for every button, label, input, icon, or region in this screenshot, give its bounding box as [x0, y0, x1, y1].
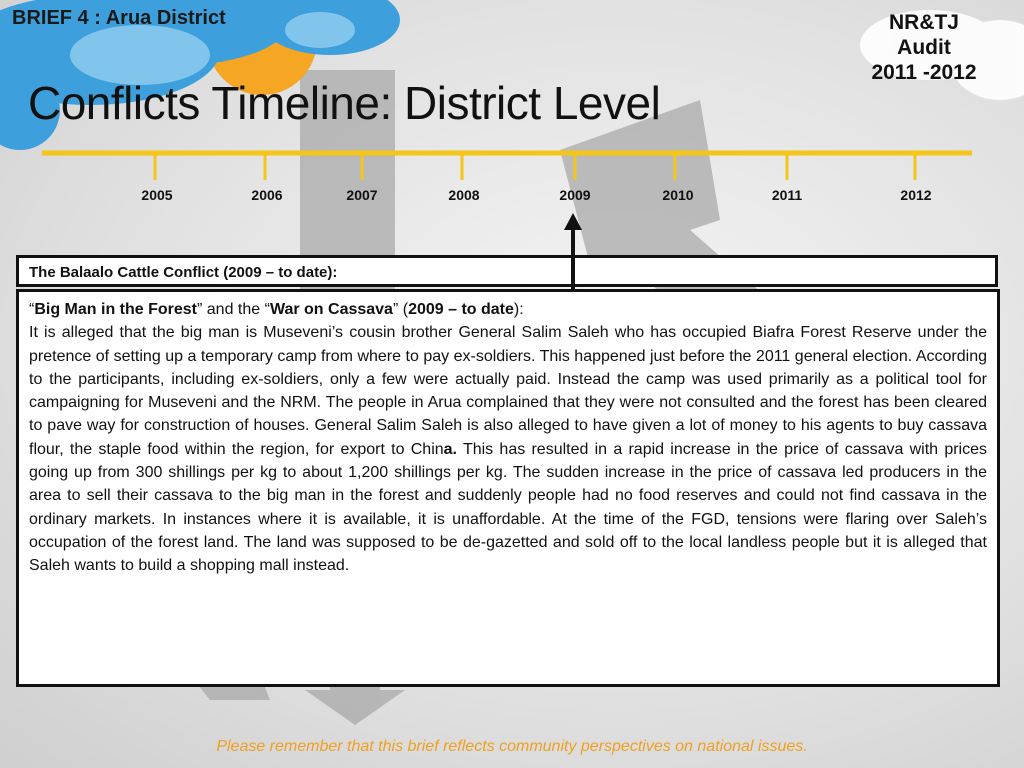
timeline-year-2012: 2012	[900, 187, 932, 203]
lead-period: 2009 – to date	[408, 301, 514, 318]
timeline-ticks	[155, 153, 915, 180]
audit-line-3: 2011 -2012	[871, 61, 977, 84]
body-text-part-2: This has resulted in a rapid increase in the price of cassava with prices going up from 300 shillings per kg to about 1,200 shillings per kg. The sudden increase in the price of cassava led producers in the area to sell their cassava to the big man in the forest and suddenly people had no food reserves and could not find cassava in the ordinary markets. In instances where it is available, it is unaffordable. At the time of the FGD, tensions were flaring over Saleh’s occupation of the forest land. The land was supposed to be de-gazetted and sold off to the local landless people but it is alleged that Saleh wants to build a shopping mall instead.	[29, 440, 987, 575]
timeline-year-2006: 2006	[251, 187, 283, 203]
timeline-year-2008: 2008	[448, 187, 480, 203]
body-text-part-1: It is alleged that the big man is Museveni’s cousin brother General Salim Saleh who has occupied Biafra Forest Reserve under the pretence of setting up a temporary camp from where to pay ex-soldiers. This happened just before the 2011 general election. According to the participants, including ex-soldiers, only a few were actually paid. Instead the camp was used primarily as a political tool for campaigning for Museveni and the NRM. The people in Arua complained that they were not consulted and the forest has been cleared to pave way for construction of houses. General Salim Saleh is also alleged to have given a lot of money to his agents to buy cassava flour, the staple food within the region, for export to Chin	[29, 324, 987, 458]
conflict-description-box	[16, 289, 1000, 687]
body-text-bold: a.	[443, 440, 457, 458]
lead-end: ):	[513, 301, 524, 318]
audit-line-1: NR&TJ	[888, 11, 959, 34]
timeline	[0, 0, 1024, 260]
timeline-year-2007: 2007	[346, 187, 378, 203]
audit-line-2: Audit	[897, 36, 951, 59]
lead-name-big-man: Big Man in the Forest	[34, 301, 197, 318]
lead-quote-open: “	[29, 301, 35, 318]
footer-disclaimer: Please remember that this brief reflects community perspectives on national issues.	[216, 738, 808, 755]
conflict-header-title: The Balaalo Cattle Conflict (2009 – to date):	[29, 264, 338, 281]
page-title: Conflicts Timeline: District Level	[28, 77, 661, 129]
conflict-lead-line	[29, 298, 987, 321]
lead-name-war-on-cassava: War on Cassava	[269, 301, 393, 318]
timeline-year-2005: 2005	[141, 187, 173, 203]
lead-connector: ” and the “	[197, 301, 270, 318]
timeline-year-2010: 2010	[662, 187, 694, 203]
timeline-year-2011: 2011	[771, 187, 803, 203]
lead-connector-2: ” (	[392, 301, 409, 318]
conflict-header-box	[16, 255, 998, 287]
timeline-year-2009: 2009	[559, 187, 591, 203]
brief-title: BRIEF 4 : Arua District	[12, 7, 226, 29]
conflict-body-text	[29, 321, 987, 577]
